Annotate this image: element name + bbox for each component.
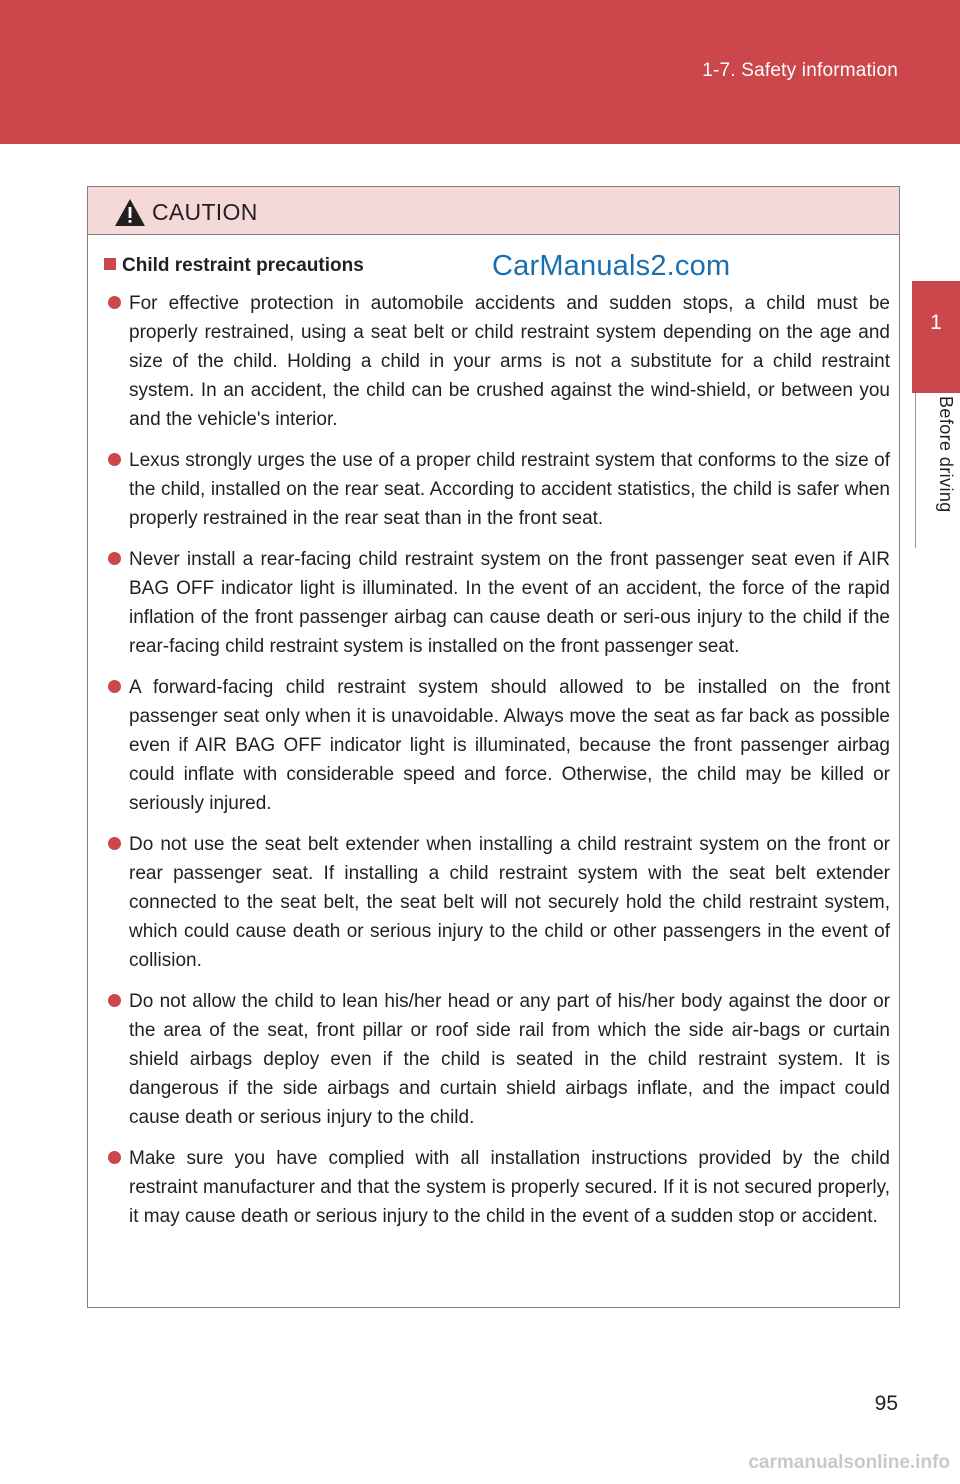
bullet-dot-icon — [108, 680, 121, 693]
bullet-dot-icon — [108, 994, 121, 1007]
bullet-text: For effective protection in automobile accidents and sudden stops, a child must be properly restrained, using a seat belt or child restraint system depending on the age and size of the child. Holding a child in your arms is not a substitute for a child restraint system. In an accident, the child can be crushed against the wind-shield, or between you and the vehicle's interior. — [129, 293, 890, 430]
footer-watermark: carmanualsonline.info — [748, 1452, 950, 1473]
bullet-dot-icon — [108, 453, 121, 466]
bullet-text: Do not allow the child to lean his/her head or any part of his/her body against the door or the area of the seat, front pillar or roof side rail from which the side air-bags or curtain shield airbags deploy even if the child is seated in the child restraint system. It is dangerous if the side airbags and curtain shield airbags inflate, and the impact could cause death or serious injury to the child. — [129, 991, 890, 1128]
chapter-tab — [912, 281, 960, 393]
caution-title: CAUTION — [152, 199, 258, 225]
bullet-dot-icon — [108, 552, 121, 565]
caution-box — [87, 186, 900, 1308]
section-title: 1-7. Safety information — [702, 60, 898, 81]
side-divider — [915, 393, 916, 548]
bullet-text: Never install a rear-facing child restraint system on the front passenger seat even if AIR BAG OFF indicator light is illuminated. In the event of an accident, the force of the rapid inflation of the front passenger airbag can cause death or seri-ous injury to the child if the rear-facing child restraint system is installed on the front passenger seat. — [129, 549, 890, 657]
header-band — [0, 0, 960, 144]
list-item — [108, 545, 890, 661]
caution-header — [88, 187, 899, 235]
bullet-list — [108, 289, 890, 1243]
bullet-dot-icon — [108, 837, 121, 850]
bullet-dot-icon — [108, 1151, 121, 1164]
chapter-number: 1 — [930, 311, 942, 334]
bullet-dot-icon — [108, 296, 121, 309]
chapter-name: Before driving — [936, 396, 956, 513]
list-item — [108, 673, 890, 818]
topic-label: Child restraint precautions — [122, 255, 364, 276]
watermark-link[interactable]: CarManuals2.com — [492, 250, 731, 282]
list-item — [108, 289, 890, 434]
list-item — [108, 446, 890, 533]
bullet-text: Do not use the seat belt extender when installing a child restraint system on the front or rear passenger seat. If installing a child restraint system with the seat belt extender connected to the seat belt, the seat belt will not securely hold the child restraint system, which could cause death or serious injury to the child or other passengers in the event of collision. — [129, 834, 890, 971]
list-item — [108, 1144, 890, 1231]
topic-heading — [104, 255, 364, 277]
square-bullet-icon — [104, 258, 116, 270]
bullet-text: Lexus strongly urges the use of a proper child restraint system that conforms to the size of the child, installed on the rear seat. According to accident statistics, the child is safer when properly restrained in the rear seat than in the front seat. — [129, 450, 890, 529]
page-number: 95 — [874, 1392, 898, 1415]
bullet-text: A forward-facing child restraint system should allowed to be installed on the front passenger seat only when it is unavoidable. Always move the seat as far back as possible even if AIR BAG OFF indicator light is illuminated, because the front passenger airbag could inflate with considerable speed and force. Otherwise, the child may be killed or seriously injured. — [129, 677, 890, 814]
list-item — [108, 987, 890, 1132]
warning-triangle-icon — [114, 198, 146, 227]
bullet-text: Make sure you have complied with all installation instructions provided by the child restraint manufacturer and that the system is properly secured. If it is not secured properly, it may cause death or serious injury to the child in the event of a sudden stop or accident. — [129, 1148, 890, 1227]
list-item — [108, 830, 890, 975]
